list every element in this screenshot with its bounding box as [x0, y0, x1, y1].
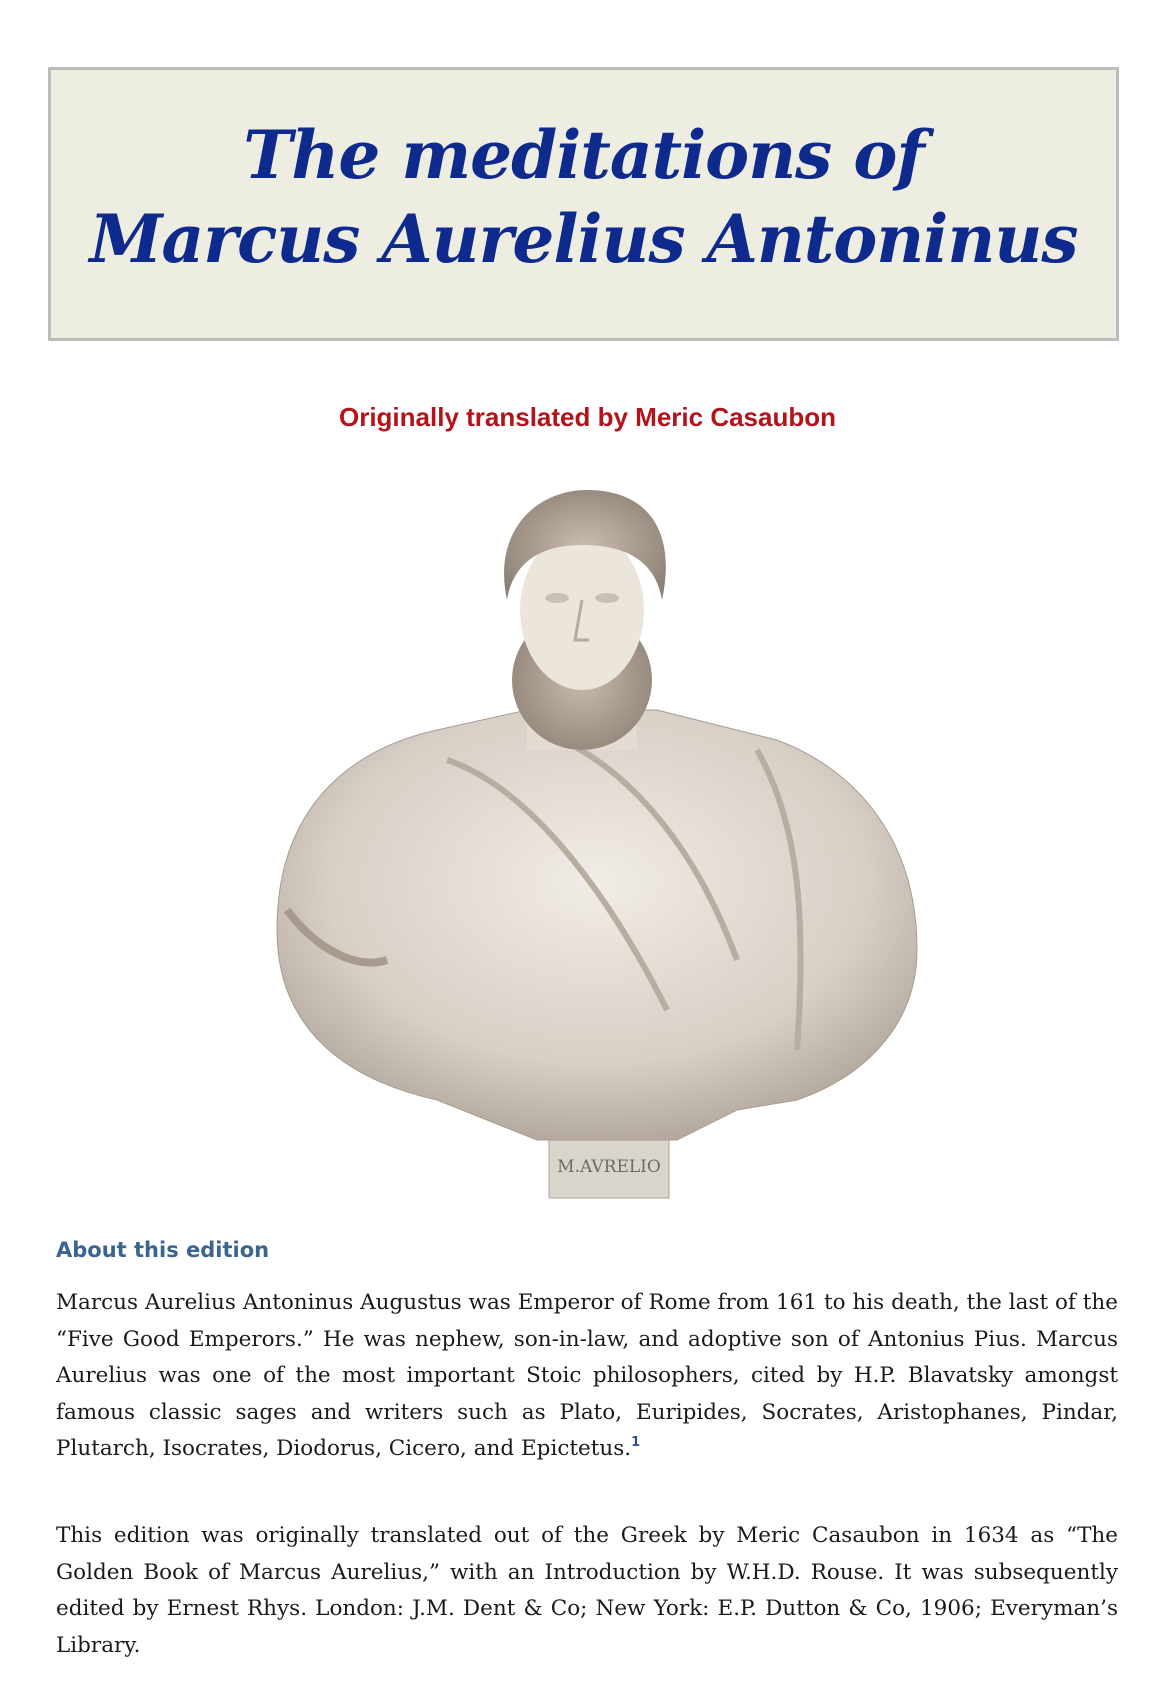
marcus-aurelius-bust-image — [237, 490, 939, 1208]
about-heading: About this edition — [56, 1238, 270, 1262]
about-paragraph-2: This edition was originally translated out of the Greek by Meric Casaubon in 1634 as “The Golden Book of Marcus Aurelius,” with an Introduction by W.H.D. Rouse. It was subsequently edited by Ernest Rhys. London: J.M. Dent & Co; New York: E.P. Dutton & Co, 1906; Everyman’s Library. — [56, 1523, 1118, 1658]
title-line-1: The meditations of — [243, 116, 924, 194]
title-line-2: Marcus Aurelius Antoninus — [89, 200, 1078, 278]
footnote-link[interactable]: 1 — [631, 1435, 641, 1450]
subtitle: Originally translated by Meric Casaubon — [338, 402, 837, 432]
about-paragraph-1-text: Marcus Aurelius Antoninus Augustus was Emperor of Rome from 161 to his death, the last of the “Five Good Emperors.” He was nephew, son-in-law, and adoptive son of Antonius Pius. Marcus Aurelius was one of the most important Stoic philosophers, cited by H.P. Blavatsky amongst famous classic sages and writers such as Plato, Euripides, Socrates, Aristophanes, Pindar, Plutarch, Isocrates, Diodorus, Cicero, and Epictetus. — [56, 1290, 1118, 1461]
drapery — [277, 710, 917, 1140]
plinth-inscription: M.AVRELIO — [557, 1157, 661, 1177]
about-paragraph-1 — [56, 1285, 1118, 1468]
title-box — [48, 67, 1119, 341]
face — [520, 530, 644, 690]
